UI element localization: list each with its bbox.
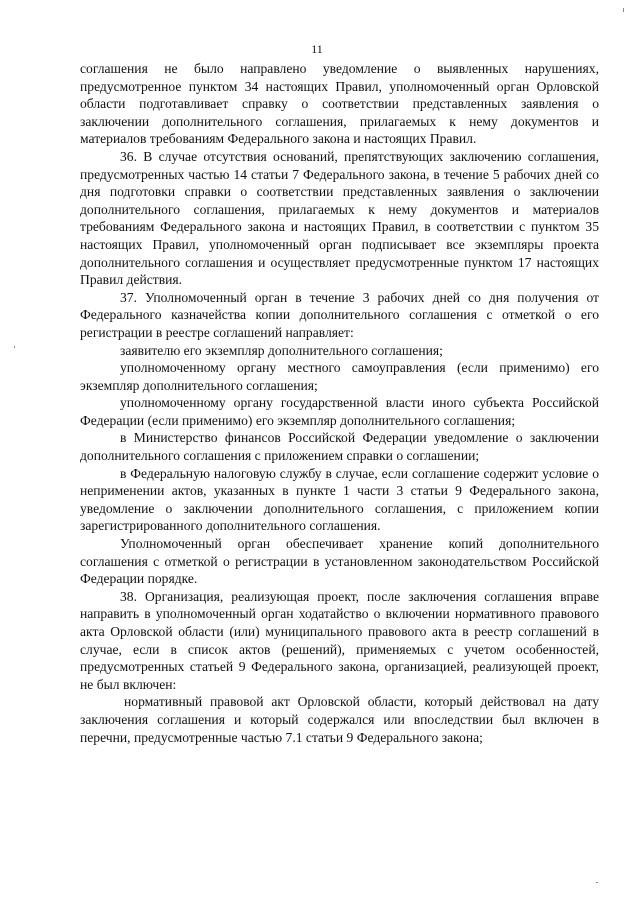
scan-speck [623, 8, 624, 12]
paragraph-recipient-local-authority: уполномоченному органу местного самоуправления (если применимо) его экземпляр дополнительного соглашения; [80, 360, 599, 393]
paragraph-recipient-applicant: заявителю его экземпляр дополнительного соглашения; [120, 342, 443, 358]
scan-speck [14, 346, 15, 348]
paragraph-storage: Уполномоченный орган обеспечивает хранение копий дополнительного соглашения с отметкой о регистрации в установленном законодательством Российской Федерации порядке. [80, 536, 599, 587]
paragraph-recipient-tax-service: в Федеральную налоговую службу в случае, если соглашение содержит условие о неприменении актов, указанных в пункте 1 части 3 статьи 9 Федерального закона, уведомление о заключении дополнительного соглашения, с приложением копии зарегистрированного дополнительного соглашения. [80, 465, 599, 534]
paragraph-recipient-regional-authority: уполномоченному органу государственной власти иного субъекта Российской Федерации (если применимо) его экземпляр дополнительного соглашения; [80, 395, 599, 428]
paragraph-clause-37: 37. Уполномоченный орган в течение 3 рабочих дней со дня получения от Федерального казначейства копии дополнительного соглашения с отметкой о его регистрации в реестре соглашений направляет: [80, 289, 599, 340]
paragraph-clause-38: 38. Организация, реализующая проект, после заключения соглашения вправе направить в уполномоченный орган ходатайство о включении нормативного правового акта Орловской области (или) муниципального правового акта в реестр соглашений в случае, если в список актов (решений), применяемых с учетом особенностей, предусмотренных статьей 9 Федерального закона, организацией, реализующей проект, не был включен: [80, 588, 599, 692]
paragraph-clause-36: 36. В случае отсутствия оснований, препятствующих заключению соглашения, предусмотренных частью 14 статьи 7 Федерального закона, в течение 5 рабочих дней со дня подготовки справки о соответствии представленных заявления о заключении дополнительного соглашения, прилагаемых к нему документов и материалов требованиям Федерального закона и настоящих Правил, в соответствии с пунктом 35 настоящих Правил, уполномоченный орган подписывает все экземпляры проекта дополнительного соглашения и осуществляет предусмотренные пунктом 17 настоящих Правил действия. [80, 148, 599, 288]
paragraph-regional-act: нормативный правовой акт Орловской области, который действовал на дату заключения соглашения и который содержался или впоследствии был включен в перечни, предусмотренные частью 7.1 статьи 9 Федерального закона; [80, 694, 599, 745]
paragraph-recipient-ministry-of-finance: в Министерство финансов Российской Федерации уведомление о заключении дополнительного соглашения с приложением справки о соглашении; [80, 430, 599, 464]
document-body [80, 60, 599, 746]
paragraph-continuation: соглашения не было направлено уведомление о выявленных нарушениях, предусмотренное пунктом 34 настоящих Правил, уполномоченный орган Орловской области подготавливает справку о соответствии представленных заявления о заключении дополнительного соглашения, прилагаемых к нему документов и материалов требованиям Федерального закона и настоящих Правил. [80, 61, 599, 147]
page-number: 11 [311, 42, 323, 56]
scan-speck [596, 882, 598, 883]
